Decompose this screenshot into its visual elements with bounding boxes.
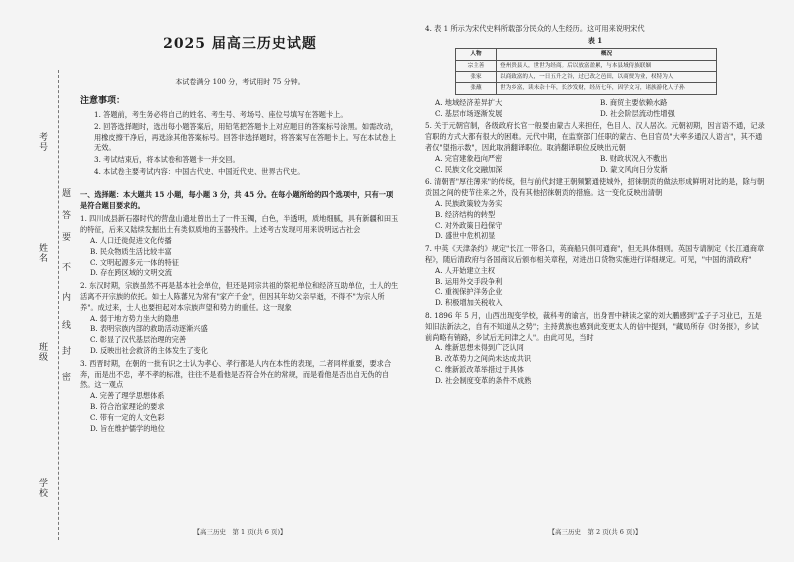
option-a: A. 民族政策较为务实 [435,199,503,209]
table-row [456,60,717,71]
table-header: 概况 [497,49,717,60]
options-grid [425,154,765,176]
school-label: 学校 [37,478,47,498]
option-d: D. 旨在维护儒学的地位 [90,423,165,433]
exam-title: 2025 届高三历史试题 [163,36,317,52]
notice-item: 2. 回答选择题时，选出每小题答案后，用铅笔把答题卡上对应题目的答案标号涂黑。如需改动，用橡皮擦干净后，再选涂其他答案标号。回答非选择题时，将答案写在答题卡上。写在本试卷上无效。 [94,121,398,153]
question-stem: 1. 四川成县新石器时代的营盘山遗址曾出土了一件玉镯，白色，半透明，质地细腻，具有新疆和田玉的特征，后来又陆续发掘出土有类似质地的玉器残件。上述考古发现可用来说明远古社会 [80,214,399,235]
question-stem: 6. 清朝晋"厚往薄来"的传统，但与前代封建王朝频繁通使城外，招徕朝贡的做法形成鲜明对比的是，除与朝贡国之间的使节往来之外，没有其他招徕朝贡的措施。这一变化反映出清朝 [425,177,765,198]
table-caption: 表 1 [587,35,603,45]
seal-char: 要 [62,233,72,243]
option-a: A. 完善了理学思想体系 [90,391,165,401]
option-b: B. 民众物质生活比较丰富 [90,246,172,256]
option-d: D. 蒙文风向日分发渐 [600,164,668,174]
notice-item: 1. 答题前，考生务必将自己的姓名、考生号、考场号、座位号填写在答题卡上。 [94,110,348,119]
seal-char: 线 [62,321,72,331]
option-d: D. 积极增加关税收入 [435,298,503,308]
page-footer: 【高三历史 第 1 页(共 6 页)】 [193,528,287,537]
question-5 [425,121,765,175]
option-a: A. 地域经济差异扩大 [435,97,503,107]
table-cell: 以商致富的人，一日五升之谷，过已改之邑田，以商贾为业，权特为人 [497,72,717,83]
option-c: C. 重视保护洋务企业 [435,287,503,297]
table-cell: 张蘸 [456,83,497,94]
notice-title: 注意事项： [80,95,126,106]
question-stem: 5. 关于元朝官制，各级政府长官一般要由蒙古人来担任，色目人、汉人居次。元朝初期，因言语不通，记录官职的方式大都有很大的困难。元代中期，在监察部门任职的蒙古、色目官员"大率多通汉人语言"，其不通者仅"望指示数"，因此取消翻译职位。取消翻译职位反映出元朝 [425,121,765,153]
table-header-row [456,49,717,60]
exam-meta: 本试卷满分 100 分，考试用时 75 分钟。 [175,78,305,86]
option-d: D. 存在跨区域的文明交流 [90,268,172,278]
option-c: C. 文明起源多元一体的特征 [90,257,179,267]
notice-item: 3. 考试结束后，将本试卷和答题卡一并交回。 [94,155,240,165]
table-cell: 登州贵县人，世世为经商。后以放富盈累，与本县域侍族联姻 [497,60,717,71]
question-6 [425,177,765,242]
option-b: B. 符合治家理论的要求 [90,401,165,411]
seal-char: 题 [62,189,72,199]
seal-char: 内 [62,293,72,303]
table-cell: 宗主善 [456,60,497,71]
options-grid [425,98,765,120]
question-2 [80,281,400,357]
table-cell: 张家 [456,72,497,83]
option-b: B. 改革势力之间尚未达成共识 [435,354,532,364]
exam-number-label: 考号 [37,132,47,152]
right-page [425,22,765,542]
name-label: 姓名 [37,243,47,263]
option-c: C. 带有一定的人文色彩 [90,412,165,422]
option-a: A. 人开始建立主权 [435,265,496,275]
question-1 [80,214,400,279]
seal-char: 答 [62,211,72,221]
option-d: D. 盛世中危机初显 [435,231,496,241]
option-b: B. 运用外交手段争利 [435,276,503,286]
page-footer: 【高三历史 第 2 页(共 6 页)】 [548,528,642,537]
option-a: A. 弱于地方势力坐大的隐患 [90,313,179,323]
option-a: A. 人口迁徙促进文化传播 [90,235,172,245]
history-table [455,48,717,95]
option-c: C. 民族文化交融加深 [435,164,503,174]
question-stem: 4. 表 1 所示为宋代史料所载部分民众的人生经历。这可用来说明宋代 [425,24,645,33]
option-a: A. 完官建象趋向严密 [435,153,503,163]
option-b: B. 表明宗族内部的救助活动逐渐兴盛 [90,324,208,334]
left-page [80,22,400,542]
seal-char: 封 [62,347,72,357]
option-d: D. 社会阶层流动性增强 [600,108,675,118]
question-stem: 2. 东汉时期，宗族虽然不再是基本社会单位，但还是同宗共祖的祭祀单位和经济互助单位，士人的生活离不开宗族的依托。如士人陈蕃兄为常有"家产千金"，但因其年幼父亲早逝，不得不"为宗人所养"。成过来，士人也要担起对本宗族声望和势力的重任。这一现象 [80,281,399,312]
question-stem: 8. 1896 年 5 月，山西出现变学校，裁科考的谕言，出身晋中耕读之家的刘大鹏感到"孟子子习业已，五是知旧法新法之，自有不知道从之势"；主持黄族也感到此变更太人的信中提到，"藏局所存《时务报》，乡试前尚略有销路，乡试后无问津之人"。由此可见，当时 [425,311,762,342]
binding-strip [0,0,72,562]
option-c: C. 对外政策日趋保守 [435,220,503,230]
option-b: B. 财政状况入不敷出 [600,153,668,163]
option-c: C. 彰显了汉代基层治理的完善 [90,335,187,345]
seal-char: 不 [62,263,72,273]
question-3 [80,359,400,435]
table-row [456,72,717,83]
option-d: D. 社会制度变革的条件不成熟 [435,375,532,385]
table-row [456,83,717,94]
section-heading: 一、选择题：本大题共 15 小题，每小题 3 分，共 45 分。在每小题所给的四个选项中，只有一项是符合题目要求的。 [80,189,394,210]
option-b: B. 经济结构的转型 [435,209,496,219]
option-d: D. 反映出社会救济的主体发生了变化 [90,345,208,355]
seal-char: 密 [62,373,72,383]
option-c: C. 基层市场逐渐发展 [435,108,503,118]
question-stem: 7. 中英《天津条约》规定"长江一带各口，英商船只俱可通商"，但无具体细则。英国专请制定《长江通商章程》，随后清政府与各国商议后颁布相关章程，对进出口货物实施进行详细规定。可见，"中国的清政府" [425,244,765,265]
table-cell: 世为乡富，读未杂十年，长沙发财，经历七年，因学文习，诸族游化人子孙 [497,83,717,94]
option-b: B. 商贸主要依赖水路 [600,97,668,107]
question-7 [425,244,765,309]
option-c: C. 维新派改革举措过于具体 [435,364,524,374]
class-label: 班级 [37,342,47,362]
question-4 [425,24,765,119]
option-a: A. 维新思想未得到广泛认同 [435,343,524,353]
seal-dashed-line [58,70,59,540]
question-8 [425,311,765,387]
table-header: 人物 [456,49,497,60]
question-stem: 3. 西晋时期，在朝的一批有识之士认为孝心、孝行都是人内在本性的表现，二者同样重要，要求合奔，而是出不忠，孝不孝的标准，往往不是看他是否符合外在的常规，而是看他是否出自无伪的自然。这一观点 [80,358,392,390]
notice-item: 4. 本试卷主要考试内容：中国古代史、中国近代史、世界古代史。 [94,166,305,176]
